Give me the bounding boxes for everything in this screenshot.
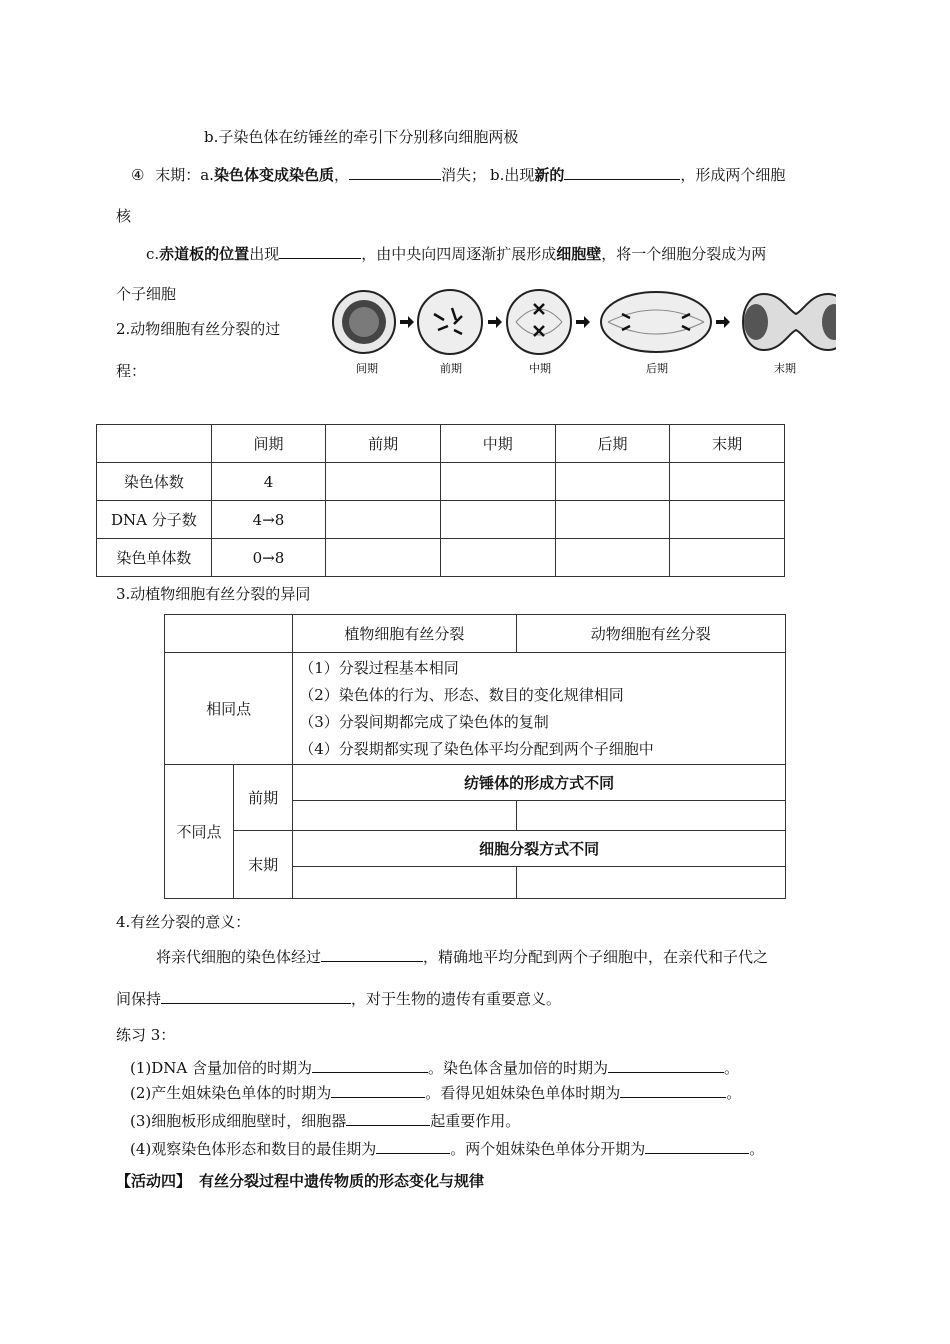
q4-text-a: (4)观察染色体形态和数目的最佳期为 xyxy=(130,1140,377,1158)
prophase-diff xyxy=(293,765,786,801)
prophase-label: 前期 xyxy=(234,765,293,831)
blank-cell[interactable] xyxy=(440,539,555,577)
form-nuclei-text: ，形成两个细胞 xyxy=(680,166,786,184)
q1-text-c: 。 xyxy=(724,1059,740,1077)
practice-q4 xyxy=(130,1138,764,1159)
header-interphase: 间期 xyxy=(211,425,326,463)
blank-cell[interactable] xyxy=(555,463,670,501)
arrow-icon xyxy=(716,316,730,328)
section3-title: 3.动植物细胞有丝分裂的异同 xyxy=(116,585,311,603)
significance-line-1 xyxy=(156,946,768,967)
blank-q2-b[interactable] xyxy=(620,1083,726,1098)
row-label: 染色单体数 xyxy=(97,539,212,577)
blank-maintain[interactable] xyxy=(161,989,351,1004)
diff-label: 不同点 xyxy=(165,765,234,899)
blank-q3[interactable] xyxy=(346,1111,430,1126)
q4-text-b: 。两个姐妹染色单体分开期为 xyxy=(450,1140,646,1158)
caption-prophase: 前期 xyxy=(440,362,462,375)
comparison-header-row xyxy=(165,615,786,653)
blank-process[interactable] xyxy=(321,947,423,962)
two-daughter-cells: 个子细胞 xyxy=(116,285,177,303)
sig-text-d: ，对于生物的遗传有重要意义。 xyxy=(351,990,562,1008)
interphase-cell xyxy=(333,291,395,353)
blank-cell[interactable] xyxy=(326,463,441,501)
blank-cell[interactable] xyxy=(555,539,670,577)
sig-text-a: 将亲代细胞的染色体经过 xyxy=(156,948,322,966)
header-animal: 动物细胞有丝分裂 xyxy=(516,615,785,653)
circled-number: ④ xyxy=(131,166,145,184)
same-label: 相同点 xyxy=(165,653,293,765)
telophase-diff xyxy=(293,831,786,867)
q2-text-a: (2)产生姐妹染色单体的时期为 xyxy=(130,1084,332,1102)
line-c xyxy=(146,243,766,264)
blank-cell[interactable] xyxy=(440,463,555,501)
chromatin-bold: 染色体变成染色质 xyxy=(213,166,334,184)
sig-text-b: ，精确地平均分配到两个子细胞中，在亲代和子代之 xyxy=(423,948,769,966)
practice-q2 xyxy=(130,1082,741,1103)
blank-cell[interactable] xyxy=(555,501,670,539)
practice-q3 xyxy=(130,1110,520,1131)
q2-text-b: 。看得见姐妹染色单体时期为 xyxy=(425,1084,621,1102)
activity4-heading xyxy=(116,1170,484,1191)
caption-anaphase: 后期 xyxy=(646,362,668,375)
b-appear-text: b.出现 xyxy=(490,166,535,184)
row-label: DNA 分子数 xyxy=(97,501,212,539)
activity4-title: 有丝分裂过程中遗传物质的形态变化与规律 xyxy=(199,1172,485,1190)
caption-interphase: 间期 xyxy=(356,362,378,375)
header-prophase: 前期 xyxy=(326,425,441,463)
same-point: （4）分裂期都实现了染色体平均分配到两个子细胞中 xyxy=(299,739,654,758)
header-metaphase: 中期 xyxy=(440,425,555,463)
blank-q4-b[interactable] xyxy=(645,1139,749,1154)
diff-telophase-row xyxy=(165,831,786,867)
cell-value: 4 xyxy=(211,463,326,501)
chromosome-count-table xyxy=(96,424,785,577)
arrow-icon xyxy=(488,316,502,328)
table-row xyxy=(97,501,785,539)
blank-cell[interactable] xyxy=(516,867,785,899)
q4-text-c: 。 xyxy=(749,1140,765,1158)
new-bold: 新的 xyxy=(534,166,565,184)
same-point: （3）分裂间期都完成了染色体的复制 xyxy=(299,712,549,731)
header-anaphase: 后期 xyxy=(555,425,670,463)
blank-cell[interactable] xyxy=(516,801,785,831)
blank-cell[interactable] xyxy=(326,539,441,577)
blank-cell[interactable] xyxy=(293,867,516,899)
practice-title: 练习 3： xyxy=(116,1026,176,1044)
section4-title: 4.有丝分裂的意义： xyxy=(116,913,251,931)
anaphase-cell xyxy=(601,292,711,352)
telophase-line xyxy=(131,164,785,185)
disappear-text: 消失； xyxy=(440,166,486,184)
blank-cell[interactable] xyxy=(326,501,441,539)
blank-q2-a[interactable] xyxy=(331,1083,425,1098)
blank-cell[interactable] xyxy=(670,501,785,539)
cell-value: 0→8 xyxy=(211,539,326,577)
prophase-cell xyxy=(418,290,482,354)
telophase-label: 末期 xyxy=(234,831,293,899)
header-empty xyxy=(97,425,212,463)
q1-text-a: (1)DNA 含量加倍的时期为 xyxy=(130,1059,313,1077)
same-point: （1）分裂过程基本相同 xyxy=(299,658,459,677)
significance-line-2 xyxy=(116,988,561,1009)
q2-text-c: 。 xyxy=(726,1084,742,1102)
appear-text: 出现 xyxy=(249,245,280,263)
blank-cell[interactable] xyxy=(670,539,785,577)
practice-q1 xyxy=(130,1057,739,1078)
telophase-label: 末期：a. xyxy=(155,166,214,184)
same-points-cell xyxy=(293,653,786,765)
c-label: c. xyxy=(146,245,160,263)
section2-title-2: 程： xyxy=(116,362,147,380)
nucleus-wrap: 核 xyxy=(116,207,132,225)
caption-metaphase: 中期 xyxy=(529,362,551,375)
table-header-row xyxy=(97,425,785,463)
arrow-icon xyxy=(400,316,414,328)
header-empty xyxy=(165,615,293,653)
table-row xyxy=(97,539,785,577)
section2-title-1: 2.动物细胞有丝分裂的过 xyxy=(116,320,281,338)
cell-value: 4→8 xyxy=(211,501,326,539)
blank-q4-a[interactable] xyxy=(376,1139,450,1154)
blank-appear[interactable] xyxy=(279,244,361,259)
blank-q1-a[interactable] xyxy=(312,1058,428,1073)
diff-prophase-row xyxy=(165,765,786,801)
sig-text-c: 间保持 xyxy=(116,990,162,1008)
q3-text-b: 起重要作用。 xyxy=(430,1112,521,1130)
blank-cell[interactable] xyxy=(440,501,555,539)
mitosis-figure xyxy=(326,286,836,378)
same-point: （2）染色体的行为、形态、数目的变化规律相同 xyxy=(299,685,624,704)
caption-telophase: 末期 xyxy=(774,362,796,375)
comma: ， xyxy=(333,166,349,184)
cell-wall-bold: 细胞壁 xyxy=(556,245,602,263)
same-points-row xyxy=(165,653,786,765)
q1-text-b: 。染色体含量加倍的时期为 xyxy=(428,1059,609,1077)
comparison-table xyxy=(164,614,786,899)
blank-cell[interactable] xyxy=(670,463,785,501)
telophase-diff-text: 细胞分裂方式不同 xyxy=(479,840,600,858)
expand-text: ，由中央向四周逐渐扩展形成 xyxy=(361,245,557,263)
q3-text-a: (3)细胞板形成细胞壁时，细胞器 xyxy=(130,1112,347,1130)
prophase-diff-text: 纺锤体的形成方式不同 xyxy=(464,774,615,792)
row-label: 染色体数 xyxy=(97,463,212,501)
arrow-icon xyxy=(576,316,590,328)
divide-text: ，将一个细胞分裂成为两 xyxy=(601,245,767,263)
blank-q1-b[interactable] xyxy=(608,1058,724,1073)
activity4-bracket: 【活动四】 xyxy=(116,1172,192,1190)
blank-disappear[interactable] xyxy=(349,165,441,180)
blank-new[interactable] xyxy=(564,165,680,180)
table-row xyxy=(97,463,785,501)
equator-bold: 赤道板的位置 xyxy=(159,245,250,263)
header-telophase: 末期 xyxy=(670,425,785,463)
blank-cell[interactable] xyxy=(293,801,516,831)
telophase-cell xyxy=(743,294,836,350)
header-plant: 植物细胞有丝分裂 xyxy=(293,615,516,653)
metaphase-cell xyxy=(507,290,571,354)
line-b-daughter-chromosomes: b.子染色体在纺锤丝的牵引下分别移向细胞两极 xyxy=(204,128,519,146)
